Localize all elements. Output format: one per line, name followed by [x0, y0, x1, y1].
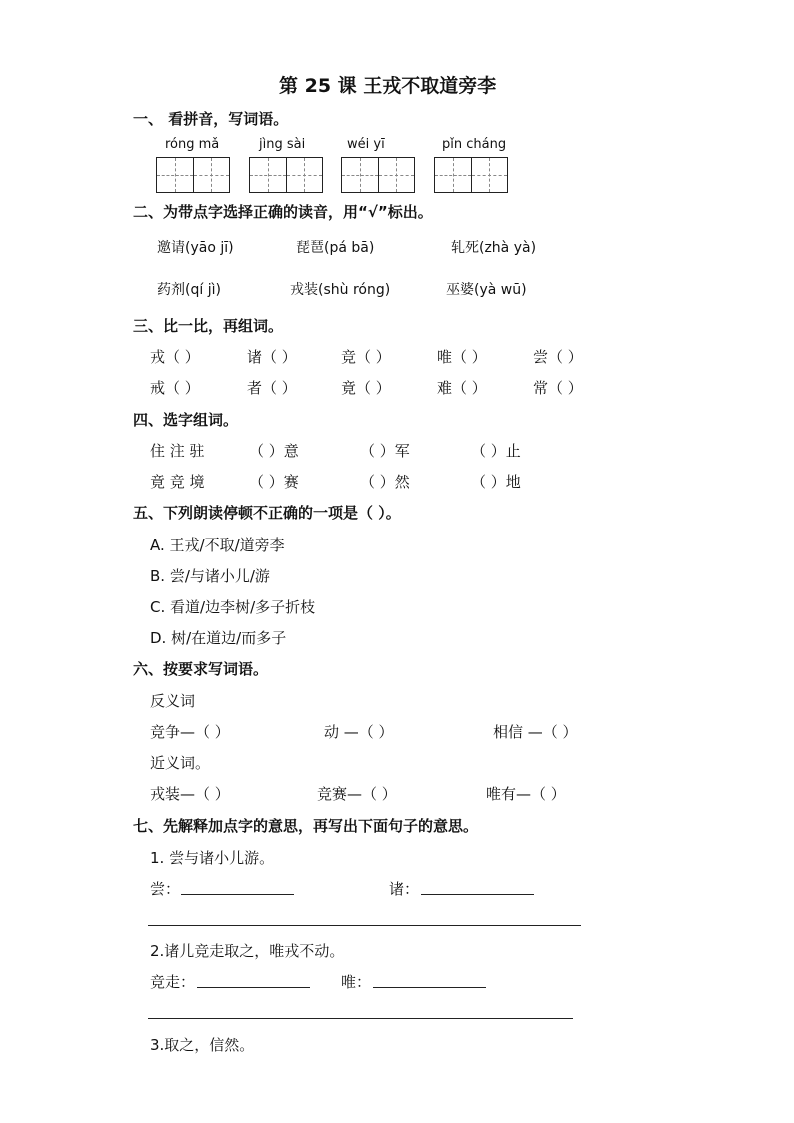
- question-3: 3.取之，信然。: [150, 1036, 255, 1054]
- answer-line[interactable]: [197, 987, 310, 988]
- antonym-item[interactable]: 动 —（ ）: [324, 723, 394, 741]
- writing-grid[interactable]: [434, 157, 508, 193]
- synonym-item[interactable]: 竞赛—（ ）: [317, 785, 397, 803]
- writing-grid[interactable]: [249, 157, 323, 193]
- antonym-label: 反义词: [150, 692, 196, 710]
- pronunciation-item[interactable]: 戎装(shù róng): [290, 282, 391, 298]
- pinyin-label: wéi yī: [347, 137, 385, 152]
- choice-blank[interactable]: （ ）意: [249, 442, 299, 460]
- pronunciation-item[interactable]: 琵琶(pá bā): [296, 240, 375, 256]
- compare-item[interactable]: 常（ ）: [533, 379, 583, 397]
- option-d[interactable]: D. 树/在道边/而多子: [150, 629, 287, 647]
- compare-item[interactable]: 戎（ ）: [150, 348, 200, 366]
- section-2-heading: 二、为带点字选择正确的读音，用“√”标出。: [133, 203, 433, 221]
- section-6-heading: 六、按要求写词语。: [133, 660, 269, 678]
- section-7-heading: 七、先解释加点字的意思，再写出下面句子的意思。: [133, 817, 479, 835]
- option-a[interactable]: A. 王戎/不取/道旁李: [150, 536, 285, 554]
- choice-blank[interactable]: （ ）地: [471, 473, 521, 491]
- compare-item[interactable]: 诸（ ）: [247, 348, 297, 366]
- pinyin-label: róng mǎ: [165, 137, 220, 152]
- compare-item[interactable]: 难（ ）: [437, 379, 487, 397]
- antonym-item[interactable]: 相信 —（ ）: [493, 723, 578, 741]
- question-2: 2.诸儿竞走取之，唯戎不动。: [150, 942, 345, 960]
- pinyin-label: pǐn cháng: [442, 137, 507, 152]
- q1-label-b: 诸：: [389, 880, 420, 898]
- choice-blank[interactable]: （ ）赛: [249, 473, 299, 491]
- option-b[interactable]: B. 尝/与诸小儿/游: [150, 567, 270, 585]
- section-1-heading: 一、 看拼音，写词语。: [133, 110, 289, 128]
- writing-grid[interactable]: [156, 157, 230, 193]
- question-1: 1. 尝与诸小儿游。: [150, 849, 275, 867]
- pronunciation-item[interactable]: 药剂(qí jì): [157, 282, 221, 298]
- compare-item[interactable]: 戒（ ）: [150, 379, 200, 397]
- choice-blank[interactable]: （ ）然: [360, 473, 410, 491]
- pronunciation-item[interactable]: 轧死(zhà yà): [451, 240, 537, 256]
- choice-chars: 住 注 驻: [150, 442, 205, 460]
- answer-line[interactable]: [148, 925, 581, 926]
- synonym-label: 近义词。: [150, 754, 211, 772]
- q2-label-b: 唯：: [341, 973, 372, 991]
- answer-line[interactable]: [181, 894, 294, 895]
- answer-line[interactable]: [148, 1018, 573, 1019]
- compare-item[interactable]: 尝（ ）: [533, 348, 583, 366]
- q2-label-a: 竞走：: [150, 973, 196, 991]
- compare-item[interactable]: 竞（ ）: [341, 348, 391, 366]
- q1-label-a: 尝：: [150, 880, 181, 898]
- pinyin-label: jìng sài: [259, 137, 306, 152]
- choice-chars: 竟 竞 境: [150, 473, 205, 491]
- section-4-heading: 四、选字组词。: [133, 411, 239, 429]
- section-3-heading: 三、比一比，再组词。: [133, 317, 284, 335]
- answer-line[interactable]: [421, 894, 534, 895]
- compare-item[interactable]: 唯（ ）: [437, 348, 487, 366]
- writing-grid[interactable]: [341, 157, 415, 193]
- pronunciation-item[interactable]: 邀请(yāo jī): [157, 240, 234, 256]
- antonym-item[interactable]: 竞争—（ ）: [150, 723, 230, 741]
- synonym-item[interactable]: 戎装—（ ）: [150, 785, 230, 803]
- page-title: 第 25 课 王戎不取道旁李: [279, 75, 497, 97]
- option-c[interactable]: C. 看道/边李树/多子折枝: [150, 598, 316, 616]
- choice-blank[interactable]: （ ）止: [471, 442, 521, 460]
- compare-item[interactable]: 者（ ）: [247, 379, 297, 397]
- compare-item[interactable]: 竟（ ）: [341, 379, 391, 397]
- answer-line[interactable]: [373, 987, 486, 988]
- section-5-heading: 五、下列朗读停顿不正确的一项是（ ）。: [133, 504, 401, 522]
- choice-blank[interactable]: （ ）军: [360, 442, 410, 460]
- pronunciation-item[interactable]: 巫婆(yà wū): [446, 282, 527, 298]
- synonym-item[interactable]: 唯有—（ ）: [486, 785, 566, 803]
